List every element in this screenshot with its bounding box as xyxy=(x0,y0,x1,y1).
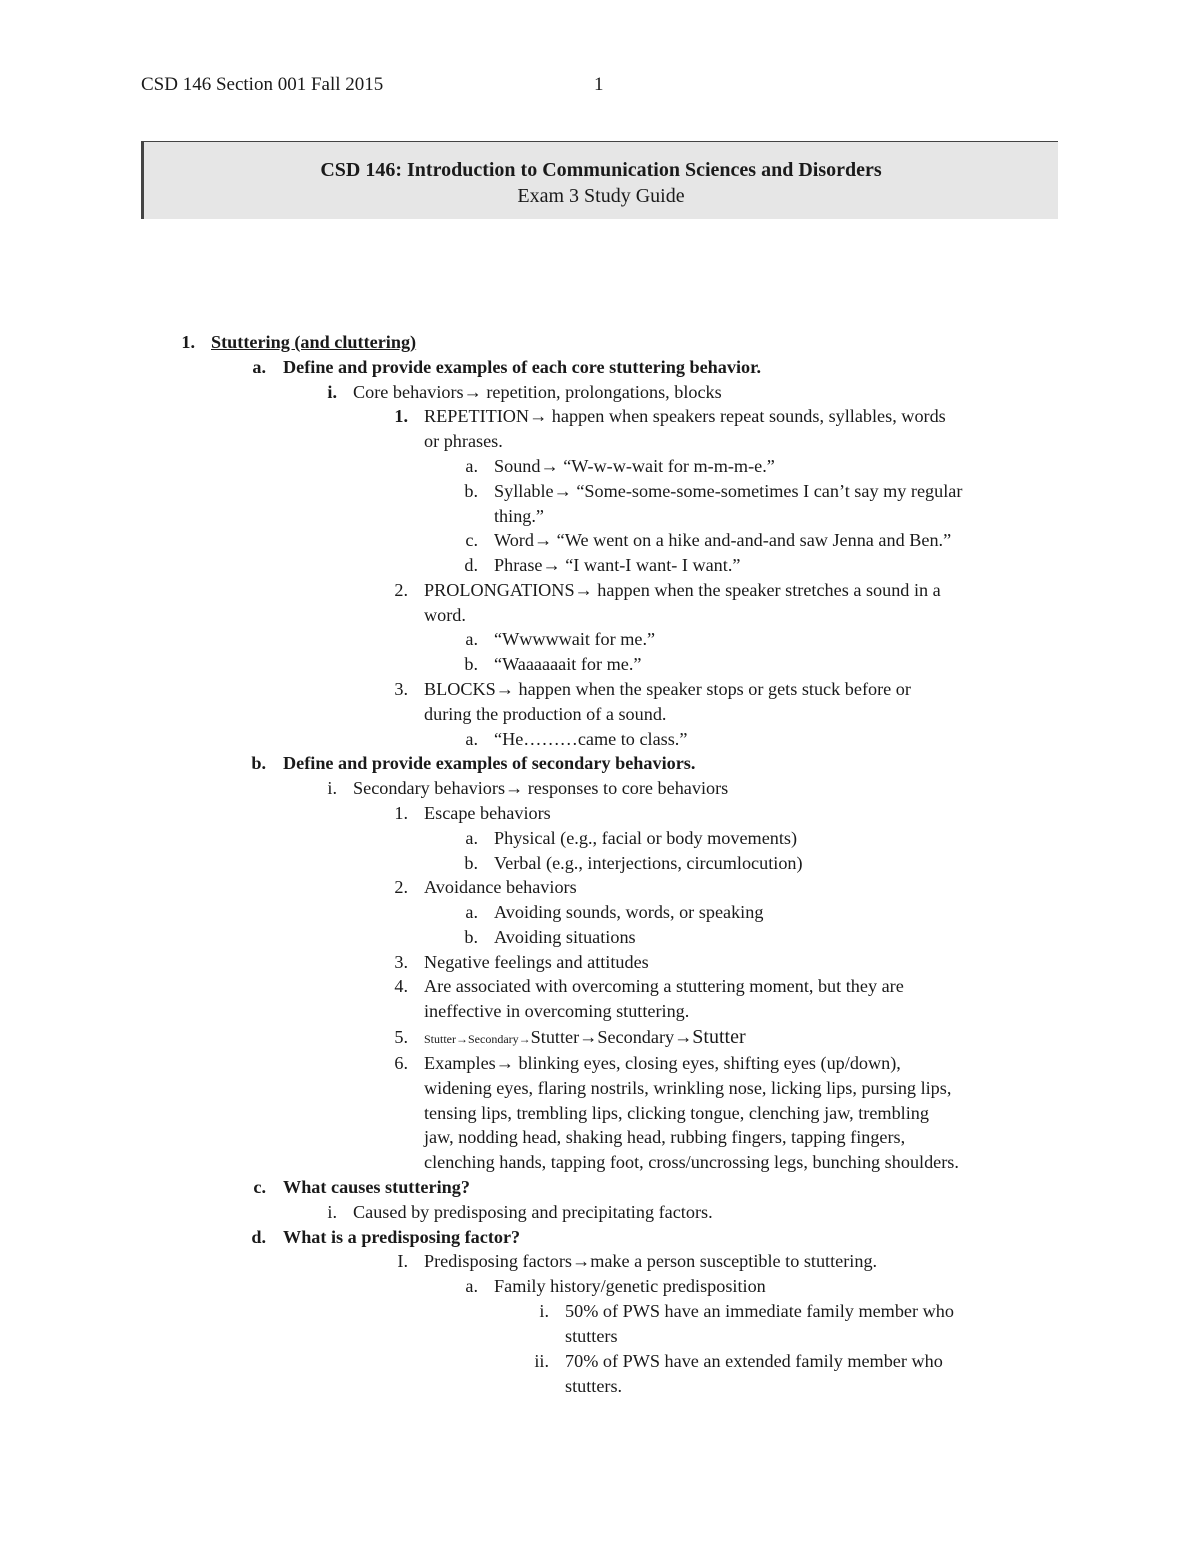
outline-marker: c. xyxy=(465,530,478,550)
outline-marker: ii. xyxy=(534,1351,549,1371)
outline-text: Word→ “We went on a hike and-and-and saw Jenna and Ben.” xyxy=(494,530,952,550)
outline-marker: 6. xyxy=(394,1053,408,1073)
outline-marker: d. xyxy=(251,1227,266,1247)
outline-text: ineffective in overcoming stuttering. xyxy=(424,1001,690,1021)
outline-text: “Wwwwwait for me.” xyxy=(494,629,656,649)
outline-text: BLOCKS→ happen when the speaker stops or gets stuck before or xyxy=(424,679,911,699)
outline-text: Define and provide examples of secondary behaviors. xyxy=(283,753,696,773)
outline-text: Secondary behaviors→ responses to core behaviors xyxy=(353,778,729,798)
outline-marker: a. xyxy=(465,729,478,749)
outline-text: Sound→ “W-w-w-wait for m-m-m-e.” xyxy=(494,456,775,476)
outline-marker: 1. xyxy=(394,803,408,823)
outline-text: or phrases. xyxy=(424,431,503,451)
outline-marker: i. xyxy=(327,1202,337,1222)
outline-text: Physical (e.g., facial or body movements) xyxy=(494,828,798,848)
document-title: CSD 146: Introduction to Communication Sciences and Disorders xyxy=(320,159,882,181)
outline-marker: b. xyxy=(251,753,266,773)
outline-text: widening eyes, flaring nostrils, wrinkling nose, licking lips, pursing lips, xyxy=(424,1078,952,1098)
outline-marker: d. xyxy=(464,555,478,575)
outline-text-part: Stutter→Secondary→ xyxy=(424,1032,531,1046)
outline-marker: 2. xyxy=(394,877,408,897)
outline-text: clenching hands, tapping foot, cross/uncrossing legs, bunching shoulders. xyxy=(424,1152,959,1172)
outline-text: Avoiding sounds, words, or speaking xyxy=(494,902,764,922)
outline-text: 50% of PWS have an immediate family member who xyxy=(565,1301,954,1321)
outline-text: word. xyxy=(424,605,466,625)
outline-text: Define and provide examples of each core stuttering behavior. xyxy=(283,357,762,377)
outline-text: Avoidance behaviors xyxy=(424,877,577,897)
outline-text: Escape behaviors xyxy=(424,803,551,823)
outline-text: Predisposing factors→make a person susceptible to stuttering. xyxy=(424,1251,878,1271)
outline-text: 70% of PWS have an extended family member who xyxy=(565,1351,943,1371)
outline-text: PROLONGATIONS→ happen when the speaker stretches a sound in a xyxy=(424,580,941,600)
outline-text: Are associated with overcoming a stuttering moment, but they are xyxy=(424,976,904,996)
outline-text: “Waaaaaait for me.” xyxy=(494,654,642,674)
outline-text: Stuttering (and cluttering) xyxy=(211,332,417,352)
outline-marker: i. xyxy=(539,1301,549,1321)
outline-marker: b. xyxy=(464,654,478,674)
outline-marker: 1. xyxy=(181,332,195,352)
title-box xyxy=(141,141,1058,219)
outline-text: Syllable→ “Some-some-some-sometimes I can’t say my regular xyxy=(494,481,963,501)
outline-text: tensing lips, trembling lips, clicking tongue, clenching jaw, trembling xyxy=(424,1103,929,1123)
outline-marker: a. xyxy=(465,828,478,848)
outline-text: stutters xyxy=(565,1326,618,1346)
outline-text: What causes stuttering? xyxy=(283,1177,470,1197)
outline-marker: I. xyxy=(397,1251,408,1271)
outline-text xyxy=(424,1025,746,1051)
outline-marker: b. xyxy=(464,481,478,501)
outline-text-part: Stutter→Secondary→ xyxy=(530,1027,693,1047)
outline-marker: 5. xyxy=(394,1027,408,1047)
outline-text: stutters. xyxy=(565,1376,623,1396)
page-number: 1 xyxy=(594,74,604,95)
outline-marker: b. xyxy=(464,927,478,947)
page-header-course: CSD 146 Section 001 Fall 2015 xyxy=(141,74,384,95)
outline-text: Examples→ blinking eyes, closing eyes, shifting eyes (up/down), xyxy=(424,1053,901,1073)
outline-text: REPETITION→ happen when speakers repeat sounds, syllables, words xyxy=(424,406,946,426)
outline-text: Caused by predisposing and precipitating factors. xyxy=(353,1202,713,1222)
outline-marker: 3. xyxy=(394,679,408,699)
outline-marker: 3. xyxy=(394,952,408,972)
outline-text: Phrase→ “I want-I want- I want.” xyxy=(494,555,741,575)
outline-text: What is a predisposing factor? xyxy=(283,1227,521,1247)
outline-marker: 1. xyxy=(394,406,408,426)
document-subtitle: Exam 3 Study Guide xyxy=(517,185,685,207)
outline-text: Verbal (e.g., interjections, circumlocution) xyxy=(494,853,803,873)
outline-text: during the production of a sound. xyxy=(424,704,667,724)
outline-marker: b. xyxy=(464,853,478,873)
outline-marker: a. xyxy=(252,357,266,377)
outline-text: Core behaviors→ repetition, prolongations, blocks xyxy=(353,382,722,402)
outline-text: Negative feelings and attitudes xyxy=(424,952,649,972)
outline-marker: a. xyxy=(465,456,478,476)
outline-marker: a. xyxy=(465,1276,478,1296)
outline-text-part: Stutter xyxy=(692,1026,746,1048)
outline-marker: a. xyxy=(465,629,478,649)
outline-marker: c. xyxy=(253,1177,266,1197)
outline-text: thing.” xyxy=(494,506,545,526)
outline-marker: i. xyxy=(327,778,337,798)
outline-marker: i. xyxy=(327,382,337,402)
outline-marker: a. xyxy=(465,902,478,922)
outline-text: Family history/genetic predisposition xyxy=(494,1276,766,1296)
outline-text: “He………came to class.” xyxy=(494,729,688,749)
outline-marker: 2. xyxy=(394,580,408,600)
outline-text: jaw, nodding head, shaking head, rubbing fingers, tapping fingers, xyxy=(424,1127,906,1147)
outline-text: Avoiding situations xyxy=(494,927,636,947)
outline-marker: 4. xyxy=(394,976,408,996)
